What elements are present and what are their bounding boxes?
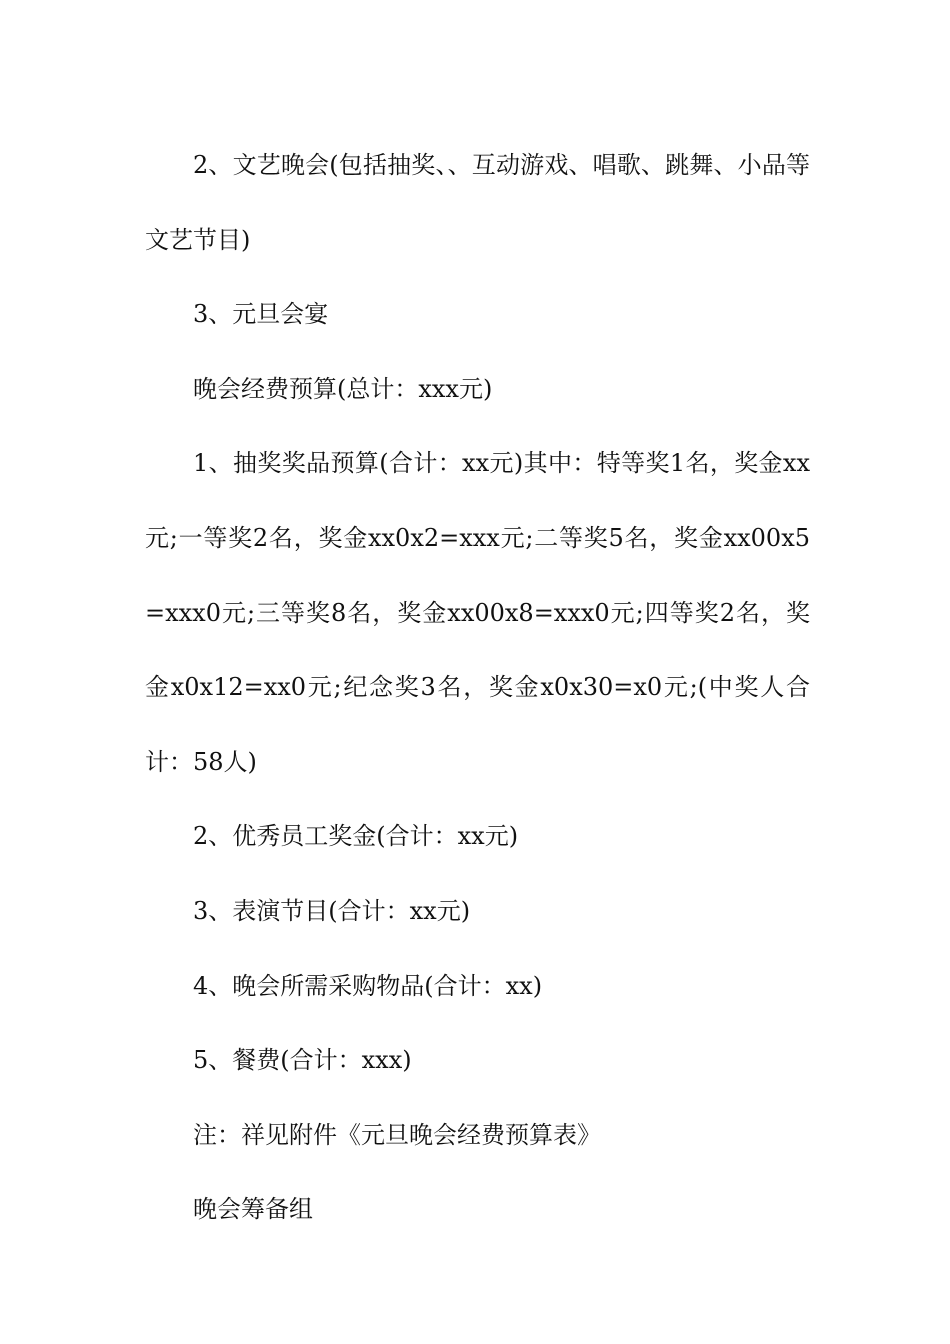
paragraph-meals: 5、餐费(合计：xxx)	[193, 1046, 412, 1075]
paragraph-purchases: 4、晚会所需采购物品(合计：xx)	[193, 971, 543, 1000]
paragraph-budget-heading: 晚会经费预算(总计：xxx元)	[193, 374, 493, 403]
paragraph-gala-program: 2、文艺晚会(包括抽奖、、互动游戏、唱歌、跳舞、小品等文艺节目)	[145, 151, 810, 254]
paragraph-new-year-banquet: 3、元旦会宴	[193, 300, 329, 329]
paragraph-performance: 3、表演节目(合计：xx元)	[193, 896, 471, 925]
paragraph-lottery-prizes: 1、抽奖奖品预算(合计：xx元)其中：特等奖1名，奖金xx元;一等奖2名，奖金xx0x2=xxx元;二等奖5名，奖金xx00x5=xxx0元;三等奖8名，奖金xx00x8=xxx0元;四等奖2名，奖金x0x12=xx0元;纪念奖3名，奖金x0x30=x0元;(中奖人合计：58人)	[145, 449, 810, 776]
paragraph-signature: 晚会筹备组	[193, 1195, 313, 1224]
document-body	[145, 128, 810, 1247]
paragraph-employee-bonus: 2、优秀员工奖金(合计：xx元)	[193, 822, 519, 851]
paragraph-note: 注：祥见附件《元旦晚会经费预算表》	[193, 1120, 601, 1149]
